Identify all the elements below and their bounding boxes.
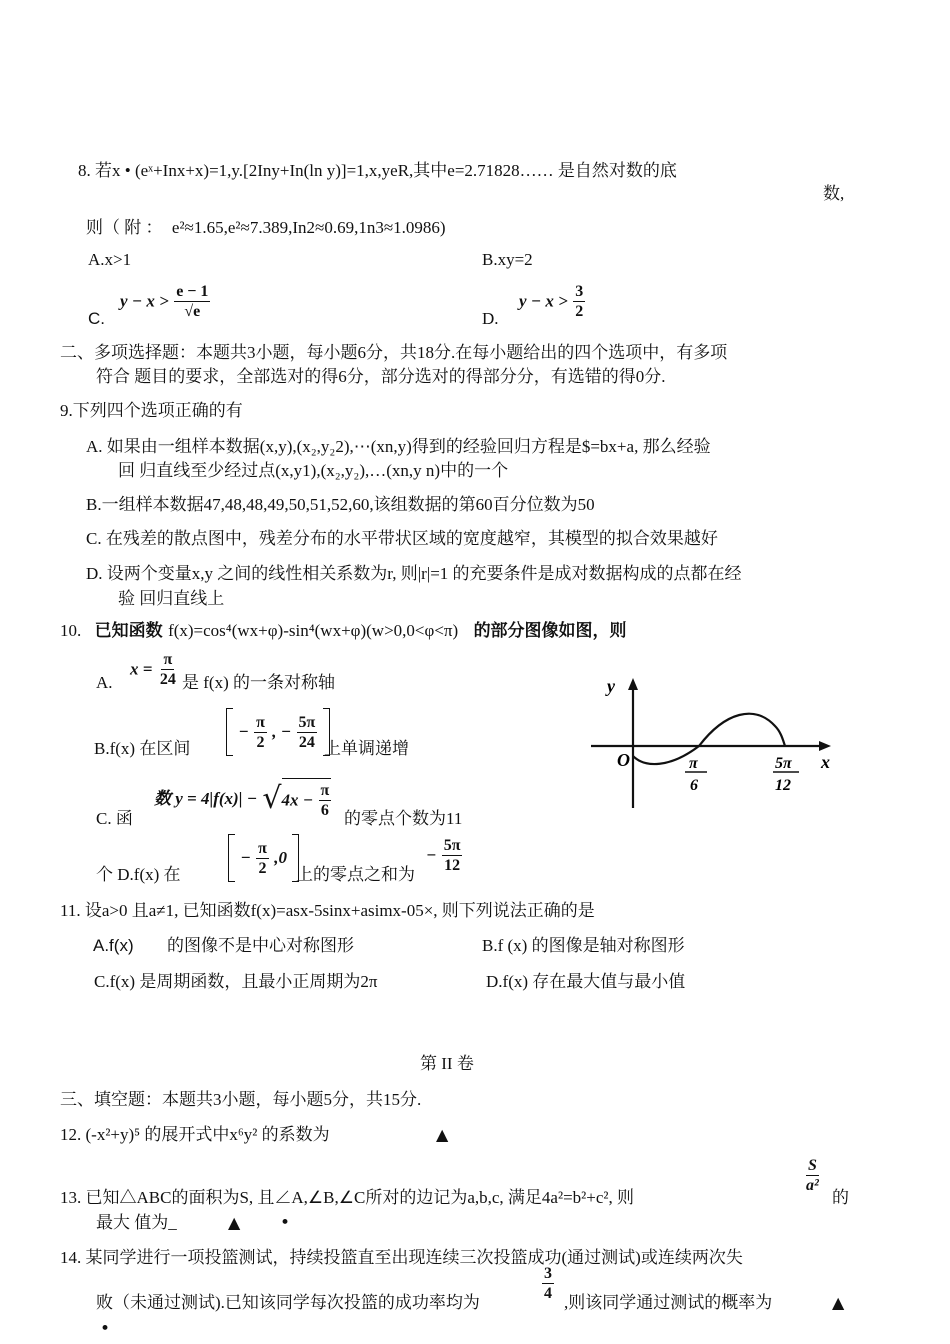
q11-option-a-label: A.f(x) (93, 936, 134, 955)
q13-fraction-numerator: S (807, 1157, 817, 1174)
q10-option-b-text: 上单调递增 (324, 739, 409, 758)
q11-option-a-text: 的图像不是中心对称图形 (167, 936, 355, 955)
q10-formula: f(x)=cos⁴(wx+φ)-sin⁴(wx+φ)(w>0,0<φ<π) (168, 621, 459, 640)
q10-option-b-label: B.f(x) 在区间 (94, 739, 191, 758)
q10-option-a-numerator: π (163, 651, 173, 668)
q8-stem-line2 (86, 217, 446, 239)
graph-tick2-numerator: 5π (775, 755, 792, 772)
q10-option-b-num2: 5π (298, 713, 316, 731)
q10-option-c-denominator: 6 (320, 802, 329, 819)
q9-option-a-line2: 回 归直线至少经过点(x,y1),(x₂,y₂),…(xn,y n)中的一个 (118, 461, 509, 480)
x-axis-arrow-icon (819, 741, 831, 751)
q10-option-a-text: 是 f(x) 的一条对称轴 (182, 673, 335, 692)
q10-option-d-zero: ,0 (274, 848, 288, 867)
q10-option-c-text: 的零点个数为11 (344, 809, 463, 828)
q8-option-b: B.xy=2 (482, 250, 533, 269)
q10-option-b-fraction2 (297, 713, 318, 752)
q12-text: 12. (-x²+y)⁵ 的展开式中x⁶y² 的系数为 (60, 1125, 330, 1144)
section2-instructions-line2: 符合 题目的要求，全部选对的得6分，部分选对的得部分分，有选错的得0分. (96, 367, 666, 386)
q10-option-a-denominator: 24 (159, 671, 176, 688)
q13-dot: • (280, 1213, 291, 1233)
q9-option-a-line1: A. 如果由一组样本数据(x,y),(x₂,y₂2),⋯(xn,y)得到的经验回归方程是$=bx+a, 那么经验 (86, 437, 711, 456)
sine-curve (633, 714, 785, 764)
q8-stem-line1b: 数, (823, 184, 845, 203)
graph-tick1-numerator: π (689, 755, 698, 772)
q14-fraction-numerator: 3 (544, 1265, 552, 1282)
q10-option-b-num1: π (256, 713, 265, 731)
graph-tick1-denominator: 6 (690, 777, 698, 794)
q10-option-c-numerator: π (320, 782, 330, 799)
q13-line1: 13. 已知△ABC的面积为S, 且∠A,∠B,∠C所对的边记为a,b,c, 满足4a²=b²+c², 则 (60, 1188, 634, 1207)
q11-option-c: C.f(x) 是周期函数，且最小正周期为2π (94, 972, 378, 991)
q8-option-c-lhs: y − x > (120, 291, 169, 311)
y-axis-arrow-icon (628, 678, 638, 690)
q10-option-d-neg2: − (426, 845, 437, 865)
q10-option-b-left-bracket (226, 708, 233, 756)
q11-option-b: B.f (x) 的图像是轴对称图形 (482, 936, 685, 955)
graph-x-label: x (821, 752, 830, 772)
q10-option-c-formula: 数 y = 4|f(x)| − (154, 789, 258, 808)
q10-option-b-den1: 2 (256, 733, 265, 751)
q10-option-a-label: A. (96, 673, 113, 692)
q13-line2: 最大 值为_ (96, 1213, 177, 1232)
q10-option-a (96, 650, 496, 698)
q8-option-c-label: C. (88, 309, 105, 328)
q10-option-b-neg1: − (238, 722, 249, 741)
q8-option-d-label: D. (482, 309, 499, 328)
q10-number: 10. (60, 621, 82, 640)
q14-line2a: 败（未通过测试).已知该同学每次投篮的成功率均为 (96, 1293, 480, 1312)
q14-line1: 14. 某同学进行一项投篮测试，持续投篮直至出现连续三次投篮成功(通过测试)或连续两次失 (60, 1248, 743, 1267)
q8-option-a: A.x>1 (88, 250, 132, 269)
q10-lead: 已知函数 (94, 621, 163, 641)
q14-fraction-wrap (542, 1264, 554, 1316)
q11-stem: 11. 设a>0 且a≠1, 已知函数f(x)=asx-5sinx+asimx-05×, 则下列说法正确的是 (60, 901, 595, 920)
q8-option-d-numerator: 3 (575, 283, 584, 300)
q10-option-d-denominator: 2 (258, 859, 267, 877)
q9-stem: 9.下列四个选项正确的有 (60, 401, 243, 420)
q13-fraction-denominator: a² (806, 1177, 819, 1194)
sqrt-icon: √ (262, 781, 282, 816)
q9-option-c: C. 在残差的散点图中，残差分布的水平带状区域的宽度越窄，其模型的拟合效果越好 (86, 529, 718, 548)
q14-fraction-denominator: 4 (544, 1285, 552, 1302)
q10-option-d-denominator2: 12 (444, 857, 461, 874)
q8-hint-prefix: 则（ 附 ： (86, 218, 163, 237)
q10-stem (60, 620, 627, 642)
q10-option-d-neg: − (240, 848, 251, 867)
q10-option-b-fraction1 (254, 713, 267, 752)
q10-option-d-label: 个 D.f(x) 在 (96, 865, 181, 884)
q10-option-d-fraction (256, 839, 269, 878)
q8-option-d-lhs: y − x > (519, 291, 568, 311)
graph-origin-label: O (617, 750, 630, 770)
q14-line2b: ,则该同学通过测试的概率为 (564, 1293, 773, 1312)
q10-option-b-den2: 24 (298, 733, 315, 751)
graph-y-label: y (607, 676, 615, 696)
graph-tick2-denominator: 12 (775, 777, 791, 794)
q11-option-a (93, 935, 354, 957)
q10-function-graph (585, 670, 845, 815)
q10-option-a-fraction (158, 650, 178, 689)
q10-option-c-sqrt-inner: 4x − (281, 790, 314, 810)
q10-option-a-lhs: x = (130, 659, 153, 679)
q10-option-b-comma: , − (272, 722, 292, 741)
q8-option-c-fraction (174, 282, 210, 321)
section2-instructions-line1: 二、多项选择题：本题共3小题，每小题6分，共18分.在每小题给出的四个选项中，有多项 (60, 343, 728, 362)
q9-option-d-line2: 验 回归直线上 (118, 589, 225, 608)
q13-answer-blank: ▲ (228, 1213, 241, 1232)
q8-option-c-numerator: e − 1 (176, 283, 209, 300)
q14-fraction (542, 1264, 554, 1303)
q14-dot: • (100, 1319, 111, 1339)
q14-answer-blank: ▲ (832, 1293, 845, 1312)
q10-option-c (96, 776, 516, 828)
q8-option-c-denominator: √e (184, 303, 201, 320)
q10-option-d-fraction2 (442, 836, 463, 875)
q12-answer-blank: ▲ (436, 1125, 449, 1144)
q10-tail: 的部分图像如图，则 (473, 621, 627, 641)
q13-fraction-wrap (804, 1156, 821, 1208)
q11-option-d: D.f(x) 存在最大值与最小值 (486, 972, 686, 991)
q8-option-d-fraction (573, 282, 585, 321)
q8-stem-line1: 8. 若x • (eˣ+Inx+x)=1,y.[2Iny+In(ln y)]=1,x,yeR,其中e=2.71828…… 是自然对数的底 (78, 161, 677, 180)
q10-option-d-text: 上的零点之和为 (296, 865, 415, 884)
q13-fraction (804, 1156, 821, 1195)
q10-option-d-numerator2: 5π (443, 837, 461, 854)
q10-option-d-left-bracket (228, 834, 235, 882)
q13-tail: 的 (832, 1188, 849, 1207)
q8-option-d-denominator: 2 (575, 303, 584, 320)
q10-option-c-fraction (319, 781, 332, 820)
q10-option-d-numerator: π (258, 839, 267, 857)
q10-option-b (94, 706, 494, 758)
q8-hint-values: e²≈1.65,e²≈7.389,In2≈0.69,1n3≈1.0986) (171, 218, 446, 237)
part2-title: 第 II 卷 (420, 1054, 474, 1073)
section3-title: 三、填空题：本题共3小题，每小题5分，共15分. (60, 1090, 422, 1109)
q9-option-b: B.一组样本数据47,48,48,49,50,51,52,60,该组数据的第60百分位数为50 (86, 495, 595, 514)
q10-option-d (96, 834, 516, 886)
q9-option-d-line1: D. 设两个变量x,y 之间的线性相关系数为r, 则|r|=1 的充要条件是成对数据构成的点都在经 (86, 564, 742, 583)
q10-option-c-label: C. 函 (96, 809, 133, 828)
